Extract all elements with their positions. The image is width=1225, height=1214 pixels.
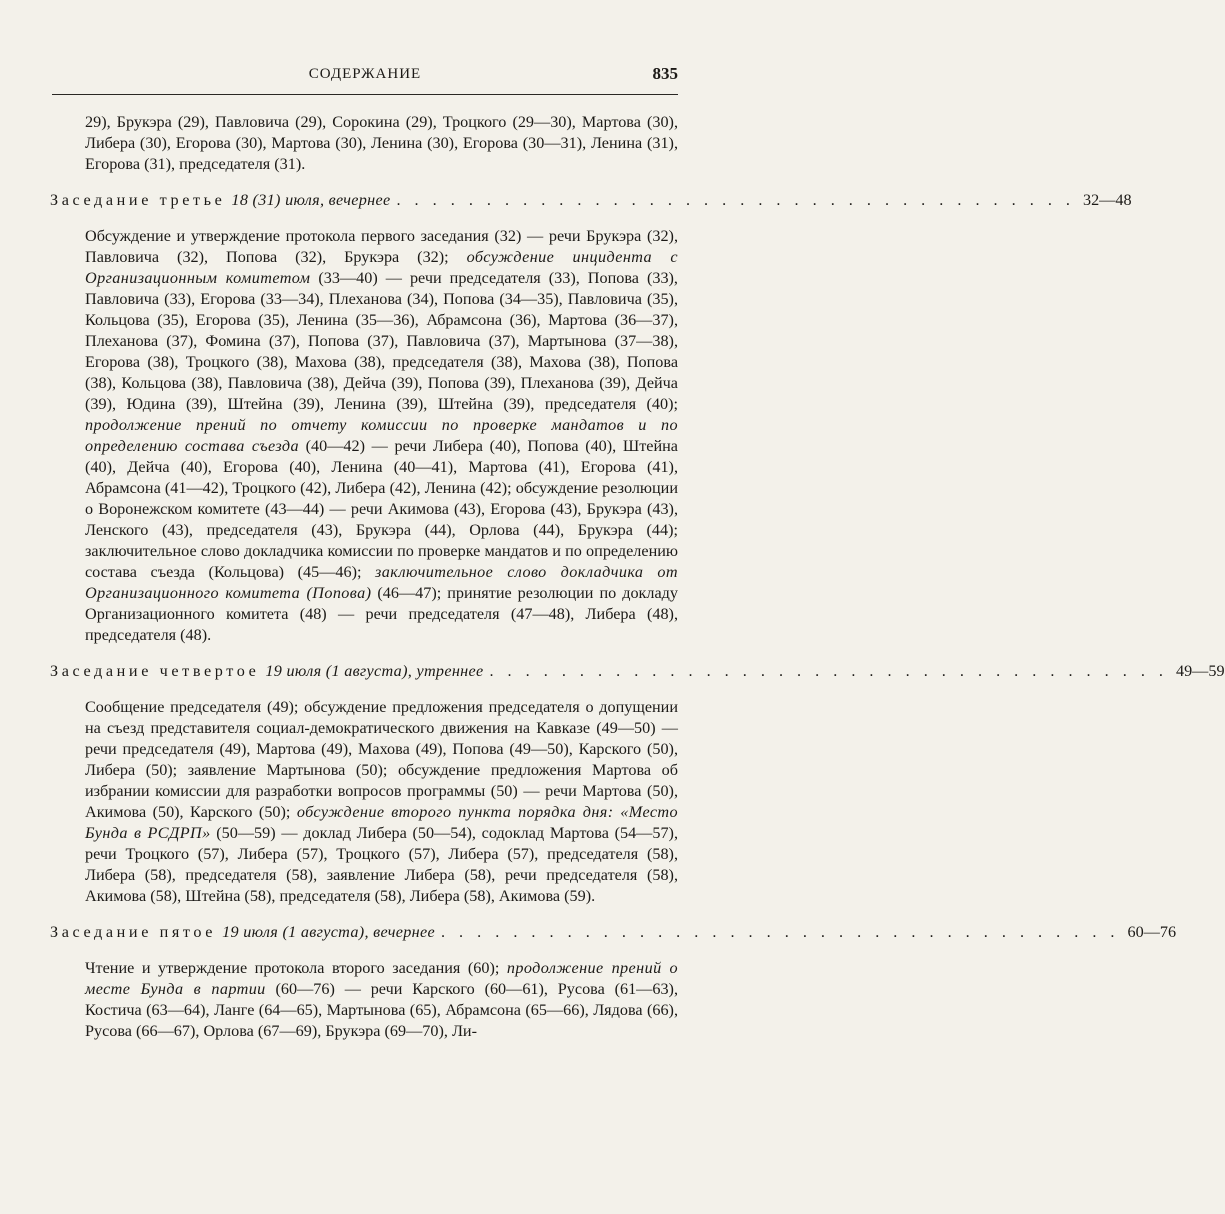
session-date: 18 (31) июля, вечернее: [231, 191, 391, 209]
italic-run: заключительное слово докладчика от Организационного комитета (Попова): [85, 563, 678, 602]
contents-paragraph: [85, 226, 678, 646]
session-heading: [50, 190, 1132, 211]
italic-run: обсуждение инцидента с Организационным комитетом: [85, 248, 678, 287]
text-run: Обсуждение и утверждение протокола первого заседания (32) — речи Брукэра (32), Павловича (32), Попова (32), Брукэра (32);: [85, 227, 678, 266]
italic-run: продолжение прений о месте Бунда в партии: [85, 959, 678, 998]
italic-run: продолжение прений по отчету комиссии по проверке мандатов и по определению состава съезда: [85, 416, 678, 455]
text-run: (60—76) — речи Карского (60—61), Русова (61—63), Костича (63—64), Ланге (64—65), Мартынова (65), Абрамсона (65—66), Лядова (66), Русова (66—67), Орлова (67—69), Брукэра (69—70), Ли-: [85, 980, 678, 1040]
text-run: (50—59) — доклад Либера (50—54), содоклад Мартова (54—57), речи Троцкого (57), Либера (57), Троцкого (57), Либера (57), председателя (58), Либера (58), председателя (58), заявление Либера (58), речи председателя (58), Акимова (58), Штейна (58), председателя (58), Либера (58), Акимова (59).: [85, 824, 678, 905]
session-date: 19 июля (1 августа), утреннее: [265, 662, 484, 680]
session-heading: [50, 922, 1177, 943]
contents-paragraph: 29), Брукэра (29), Павловича (29), Сорокина (29), Троцкого (29—30), Мартова (30), Либера (30), Егорова (30), Мартова (30), Ленина (30), Егорова (30—31), Ленина (31), Егорова (31), председателя (31).: [85, 113, 678, 173]
leader-dots: . . . . . . . . . . . . . . . . . . . . . . . . . . . . . . . . . . . . . .: [396, 191, 1075, 209]
text-run: (40—42) — речи Либера (40), Попова (40), Штейна (40), Дейча (40), Егорова (40), Ленина (40—41), Мартова (41), Егорова (41), Абрамсона (41—42), Троцкого (42), Либера (42), Ленина (42); обсуждение резолюции о Воронежском комитете (43—44) — речи Акимова (43), Егорова (43), Брукэра (43), Ленского (43), председателя (43), Брукэра (44), Орлова (44), Брукэра (44); заключительное слово докладчика комиссии по проверке мандатов и по определению состава съезда (Кольцова) (45—46);: [85, 437, 678, 581]
contents-body: [50, 112, 1225, 1042]
header-title: СОДЕРЖАНИЕ: [308, 66, 422, 82]
session-heading: [50, 661, 1225, 682]
session-date: 19 июля (1 августа), вечернее: [222, 923, 435, 941]
session-pages: 32—48: [1082, 191, 1132, 209]
session-title: Заседание четвертое: [50, 662, 260, 680]
running-header: [52, 62, 678, 95]
italic-run: обсуждение второго пункта порядка дня: «Место Бунда в РСДРП»: [85, 803, 678, 842]
contents-paragraph: [85, 697, 678, 907]
leader-dots: . . . . . . . . . . . . . . . . . . . . . . . . . . . . . . . . . . . . . .: [489, 662, 1168, 680]
page-number: 835: [652, 64, 678, 83]
session-pages: 49—59: [1175, 662, 1225, 680]
text-run: Сообщение председателя (49); обсуждение предложения председателя о допущении на съезд представителя социал-демократического движения на Кавказе (49—50) — речи председателя (49), Мартова (49), Махова (49), Попова (49—50), Карского (50), Либера (50); заявление Мартынова (50); обсуждение предложения Мартова об избрании комиссии для разработки вопросов программы (50) — речи Мартова (50), Акимова (50), Карского (50);: [85, 698, 678, 821]
contents-paragraph: [85, 958, 678, 1042]
text-run: (33—40) — речи председателя (33), Попова (33), Павловича (33), Егорова (33—34), Плеханова (34), Попова (34—35), Павловича (35), Кольцова (35), Егорова (35), Ленина (35—36), Абрамсона (36), Мартова (36—37), Плеханова (37), Фомина (37), Попова (37), Павловича (37), Мартынова (37—38), Егорова (38), Троцкого (38), Махова (38), председателя (38), Махова (38), Попова (38), Кольцова (38), Павловича (38), Дейча (39), Попова (39), Плеханова (39), Дейча (39), Юдина (39), Штейна (39), Ленина (39), Штейна (39), председателя (40);: [85, 269, 678, 413]
session-title: Заседание третье: [50, 191, 226, 209]
text-run: Чтение и утверждение протокола второго заседания (60);: [85, 959, 507, 977]
leader-dots: . . . . . . . . . . . . . . . . . . . . . . . . . . . . . . . . . . . . . .: [440, 923, 1120, 941]
session-pages: 60—76: [1127, 923, 1177, 941]
session-title: Заседание пятое: [50, 923, 217, 941]
text-run: (46—47); принятие резолюции по докладу Организационного комитета (48) — речи председателя (47—48), Либера (48), председателя (48).: [85, 584, 678, 644]
